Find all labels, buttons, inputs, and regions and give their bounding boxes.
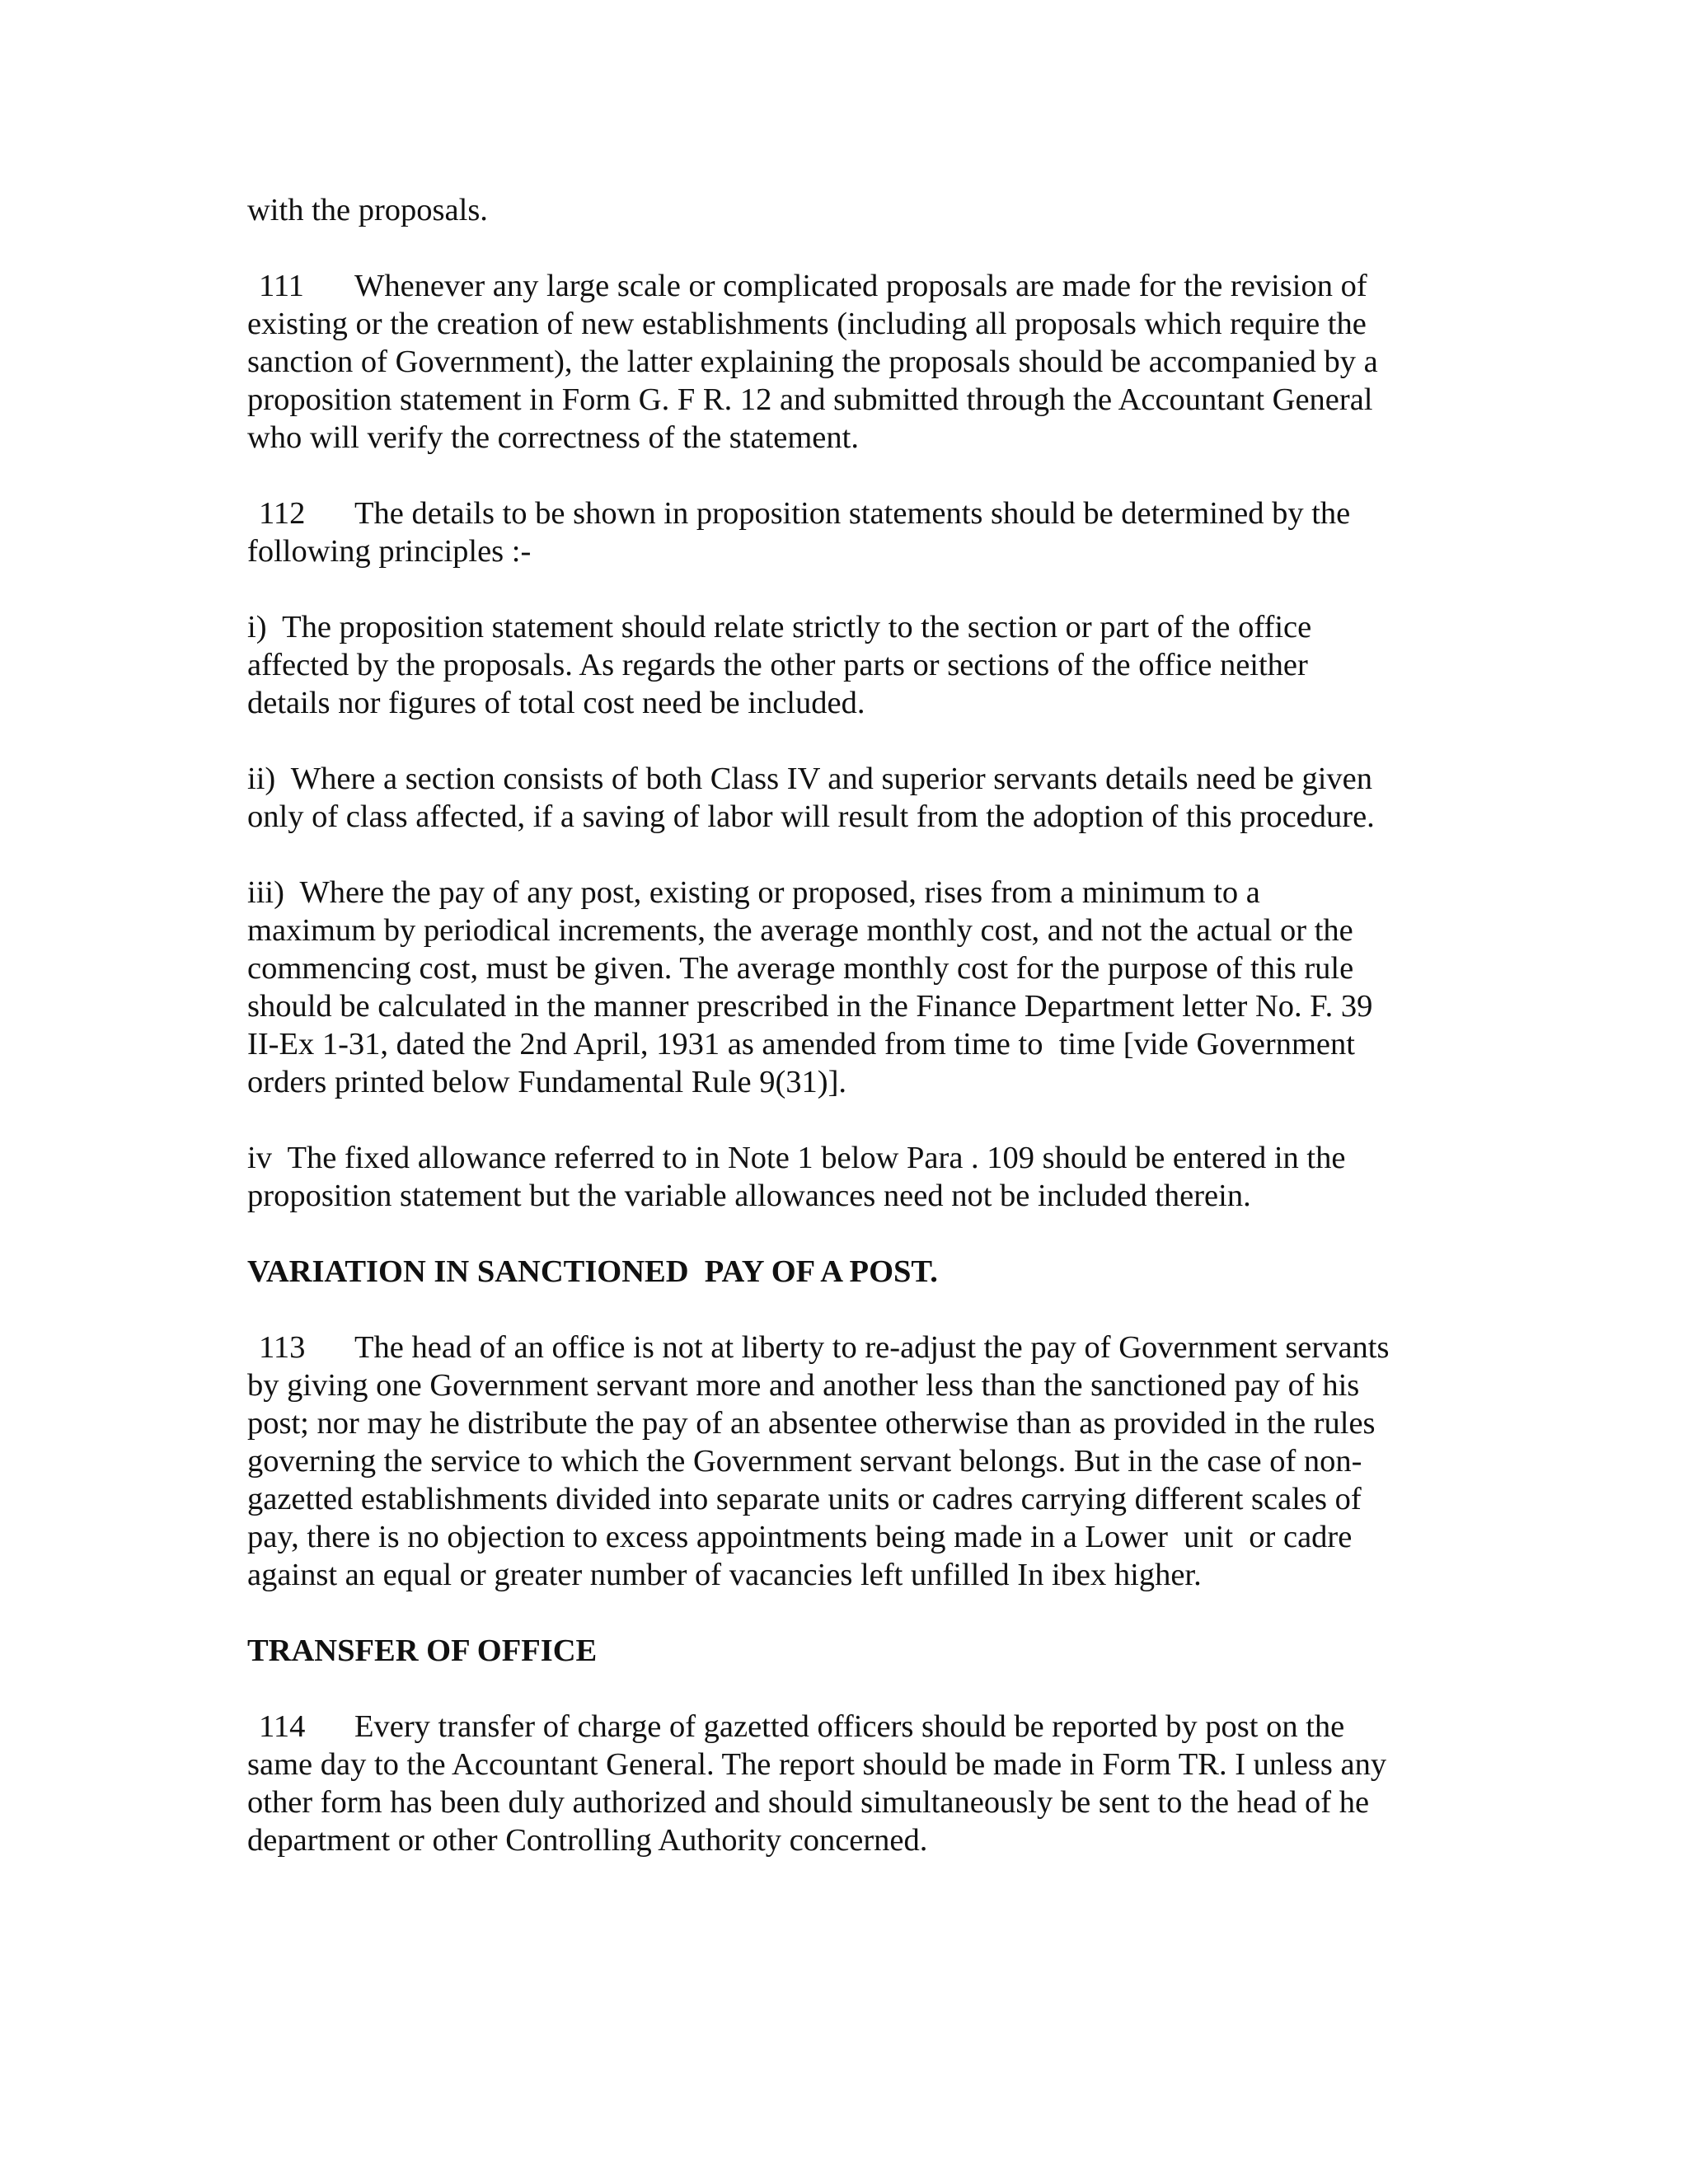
text-line: should be calculated in the manner prescribed in the Finance Department letter No. F. 39: [247, 989, 1373, 1024]
text-line: The details to be shown in proposition statements should be determined by the: [354, 496, 1351, 531]
text-line: The head of an office is not at liberty to re-adjust the pay of Government servants: [354, 1330, 1390, 1365]
text-line: sanction of Government), the latter explaining the proposals should be accompanied by a: [247, 344, 1378, 379]
text-line: ii) Where a section consists of both Class IV and superior servants details need be given: [247, 762, 1373, 796]
text-line: post; nor may he distribute the pay of an absentee otherwise than as provided in the rules: [247, 1406, 1376, 1441]
list-item-ii: [247, 760, 1451, 836]
text-line: Whenever any large scale or complicated proposals are made for the revision of: [354, 269, 1367, 303]
text-line: details nor figures of total cost need be included.: [247, 686, 865, 720]
text-line: department or other Controlling Authority concerned.: [247, 1823, 928, 1858]
text-line: gazetted establishments divided into separate units or cadres carrying different scales of: [247, 1482, 1362, 1516]
paragraph-114: [247, 1708, 1451, 1859]
section-heading-transfer: TRANSFER OF OFFICE: [247, 1633, 598, 1668]
text-line: pay, there is no objection to excess appointments being made in a Lower unit or cadre: [247, 1520, 1353, 1554]
document-body: [247, 191, 1451, 1897]
text-line: with the proposals.: [247, 193, 488, 227]
text-line: against an equal or greater number of vacancies left unfilled In ibex higher.: [247, 1558, 1202, 1592]
text-line: iii) Where the pay of any post, existing or proposed, rises from a minimum to a: [247, 875, 1260, 910]
text-line: maximum by periodical increments, the average monthly cost, and not the actual or the: [247, 913, 1353, 948]
list-item-i: [247, 608, 1451, 722]
text-line: existing or the creation of new establishments (including all proposals which require the: [247, 307, 1367, 341]
text-line: by giving one Government servant more and another less than the sanctioned pay of his: [247, 1368, 1360, 1403]
paragraph-112: [247, 494, 1451, 570]
text-line: Every transfer of charge of gazetted officers should be reported by post on the: [354, 1709, 1345, 1744]
text-line: II-Ex 1-31, dated the 2nd April, 1931 as amended from time to time [vide Government: [247, 1027, 1355, 1062]
paragraph-number: 114: [259, 1709, 306, 1744]
text-line: other form has been duly authorized and should simultaneously be sent to the head of he: [247, 1785, 1370, 1820]
text-line: proposition statement in Form G. F R. 12 and submitted through the Accountant General: [247, 382, 1373, 417]
text-line: i) The proposition statement should relate strictly to the section or part of the office: [247, 610, 1312, 644]
text-line: affected by the proposals. As regards the other parts or sections of the office neither: [247, 648, 1308, 682]
text-line: commencing cost, must be given. The average monthly cost for the purpose of this rule: [247, 951, 1354, 986]
text-line: only of class affected, if a saving of labor will result from the adoption of this procedure.: [247, 799, 1375, 834]
paragraph-113: [247, 1329, 1451, 1594]
text-line: same day to the Accountant General. The report should be made in Form TR. I unless any: [247, 1747, 1387, 1782]
text-line: iv The fixed allowance referred to in Note 1 below Para . 109 should be entered in the: [247, 1141, 1346, 1175]
paragraph-111: [247, 267, 1451, 457]
text-line: proposition statement but the variable allowances need not be included therein.: [247, 1179, 1251, 1213]
text-line: who will verify the correctness of the statement.: [247, 420, 859, 455]
paragraph-number: 113: [259, 1330, 306, 1365]
text-line: orders printed below Fundamental Rule 9(31)].: [247, 1065, 847, 1099]
text-line: governing the service to which the Government servant belongs. But in the case of non-: [247, 1444, 1362, 1479]
text-line: following principles :-: [247, 534, 532, 569]
paragraph-number: 112: [259, 496, 306, 531]
intro-paragraph: [247, 191, 1451, 229]
list-item-iv: [247, 1139, 1451, 1215]
list-item-iii: [247, 874, 1451, 1101]
paragraph-number: 111: [259, 269, 304, 303]
section-heading-variation: VARIATION IN SANCTIONED PAY OF A POST.: [247, 1254, 938, 1289]
